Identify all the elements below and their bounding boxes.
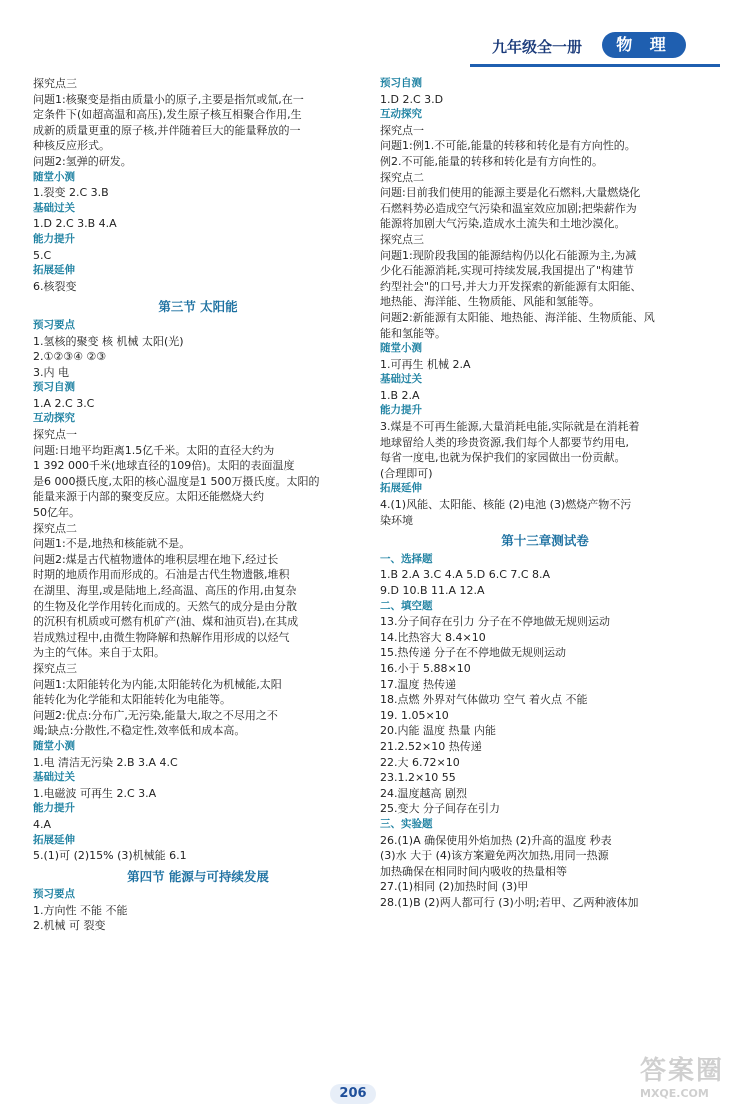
answer-line: 50亿年。 [33,506,80,520]
answer-line: 竭;缺点:分散性,不稳定性,效率低和成本高。 [33,724,246,738]
answer-line: 4.(1)风能、太阳能、核能 (2)电池 (3)燃烧产物不污 [380,498,632,512]
answer-line: 在湖里、海里,或是陆地上,经高温、高压的作用,由复杂 [33,584,297,597]
answer-line: 2.①②③④ ②③ [33,350,107,364]
answer-line: 26.(1)A 确保使用外焰加热 (2)升高的温度 秒表 [380,833,612,847]
answer-line: 13.分子间存在引力 分子在不停地做无规则运动 [380,615,610,629]
answer-line: 25.变大 分子间存在引力 [380,802,500,816]
right-column [380,76,710,910]
answer-line: 种核反应形式。 [33,139,110,153]
answer-line: 的生物及化学作用转化而成的。天然气的成分是由分散 [33,599,297,613]
section-heading: 基础过关 [380,373,422,386]
section-heading: 三、实验题 [380,817,433,830]
answer-line: 能源将加剧大气污染,造成水土流失和土地沙漠化。 [380,217,626,231]
answer-line: 1.氢核的聚变 核 机械 太阳(光) [33,334,184,348]
answer-line: 是6 000摄氏度,太阳的核心温度是1 500万摄氏度。太阳的 [33,474,320,488]
answer-line: 探究点一 [380,123,424,137]
answer-line: 例2.不可能,能量的转移和转化是有方向性的。 [380,154,603,168]
answer-line: 1.可再生 机械 2.A [380,357,471,371]
answer-line: 问题1:例1.不可能,能量的转移和转化是有方向性的。 [380,139,636,153]
section-heading: 互动探究 [380,108,422,121]
answer-line: 1.D 2.C 3.D [380,92,444,106]
answer-line: 能和氢能等。 [380,326,446,340]
section-heading: 一、选择题 [380,552,433,565]
section-heading: 能力提升 [33,232,75,245]
section-heading: 二、填空题 [380,599,433,612]
answer-line: 定条件下(如超高温和高压),发生原子核互相聚合作用,生 [33,108,302,122]
answer-line: 1.电磁波 可再生 2.C 3.A [33,786,157,800]
answer-line: 问题1:不是,地热和核能就不是。 [33,537,191,551]
answer-line: 问题:目前我们使用的能源主要是化石燃料,大量燃烧化 [380,186,641,200]
answer-line: 约型社会"的口号,并大力开发探索的新能源有太阳能、 [380,279,642,293]
answer-line: 能量来源于内部的聚变反应。太阳还能燃烧大约 [33,490,264,504]
answer-line: 问题1:太阳能转化为内能,太阳能转化为机械能,太阳 [33,677,282,691]
answer-line: 1.方向性 不能 不能 [33,903,128,917]
answer-line: 1.A 2.C 3.C [33,396,95,410]
section-heading: 随堂小测 [33,170,75,183]
header-rule [470,64,720,67]
answer-line: 问题2:氢弹的研发。 [33,154,132,168]
answer-line: 问题1:现阶段我国的能源结构仍以化石能源为主,为减 [380,248,637,262]
answer-line: 4.A [33,817,52,831]
section-title: 第四节 能源与可持续发展 [127,868,269,884]
subject-badge: 物 理 [602,32,686,58]
answer-line: 15.热传递 分子在不停地做无规则运动 [380,646,566,660]
answer-line: 染环境 [380,513,413,527]
section-heading: 拓展延伸 [33,264,75,277]
answer-line: 问题1:核聚变是指由质量小的原子,主要是指氘或氚,在一 [33,92,304,106]
answer-line: 加热确保在相同时间内吸收的热量相等 [380,864,567,878]
answer-line: 20.内能 温度 热量 内能 [380,724,496,738]
answer-line: 1.B 2.A 3.C 4.A 5.D 6.C 7.C 8.A [380,568,551,582]
answer-line: 成新的质量更重的原子核,并伴随着巨大的能量释放的一 [33,123,301,137]
answer-line: (合理即可) [380,466,433,480]
answer-line: 探究点三 [33,661,77,675]
answer-line: 3.内 电 [33,365,69,379]
section-heading: 能力提升 [380,404,422,417]
section-heading: 随堂小测 [380,342,422,355]
watermark-logo [640,1050,730,1105]
answer-line: 3.煤是不可再生能源,大量消耗电能,实际就是在消耗着 [380,420,640,434]
section-heading: 预习自测 [380,77,422,89]
answer-line: 地热能、海洋能、生物质能、风能和氢能等。 [380,295,600,309]
answer-line: 19. 1.05×10 [380,708,449,722]
section-heading: 随堂小测 [33,739,75,752]
section-heading: 能力提升 [33,802,75,815]
answer-line: 时期的地质作用而形成的。石油是古代生物遗骸,堆积 [33,568,290,582]
answer-line: 探究点二 [33,521,77,535]
section-heading: 预习要点 [33,888,75,901]
answer-line: 探究点三 [380,232,424,246]
answer-line: 的沉积有机质或可燃有机矿产(油、煤和油页岩),在其成 [33,615,299,629]
grade-label: 九年级全一册 [492,38,583,56]
answer-line: (3)水 大于 (4)该方案避免两次加热,用同一热源 [380,849,609,863]
chapter-title: 第十三章测试卷 [501,533,589,549]
answer-line: 岩成熟过程中,由微生物降解和热解作用形成的以烃气 [33,630,290,644]
answer-line: 探究点一 [33,428,77,442]
answer-line: 少化石能源消耗,实现可持续发展,我国提出了"构建节 [380,264,635,278]
answer-line: 1.D 2.C 3.B 4.A [33,217,117,231]
answer-line: 探究点二 [380,170,424,184]
answer-line: 1.裂变 2.C 3.B [33,186,109,200]
section-heading: 基础过关 [33,771,75,784]
answer-line: 问题2:优点:分布广,无污染,能量大,取之不尽用之不 [33,708,278,722]
answer-line: 石燃料势必造成空气污染和温室效应加剧;把柴薪作为 [380,201,637,215]
left-column [33,76,363,934]
answer-line: 探究点三 [33,77,77,90]
answer-line: 14.比热容大 8.4×10 [380,630,486,644]
answer-line: 为主的气体。来自于太阳。 [33,646,165,660]
section-heading: 预习要点 [33,318,75,331]
answer-line: 1 392 000千米(地球直径的109倍)。太阳的表面温度 [33,459,295,473]
section-heading: 拓展延伸 [380,482,422,495]
answer-line: 28.(1)B (2)两人都可行 (3)小明;若甲、乙两种液体加 [380,895,639,909]
answer-line: 1.B 2.A [380,388,420,402]
answer-line: 能转化为化学能和太阳能转化为电能等。 [33,693,231,707]
answer-line: 16.小于 5.88×10 [380,661,471,675]
answer-line: 24.温度越高 剧烈 [380,786,467,800]
answer-line: 5.(1)可 (2)15% (3)机械能 6.1 [33,849,187,863]
answer-line: 9.D 10.B 11.A 12.A [380,584,485,597]
answer-line: 27.(1)相同 (2)加热时间 (3)甲 [380,880,529,894]
answer-line: 2.机械 可 裂变 [33,919,106,933]
section-heading: 拓展延伸 [33,833,75,846]
section-heading: 预习自测 [33,381,75,394]
watermark-logo-text: 答案圈 [640,1056,725,1086]
section-title: 第三节 太阳能 [158,299,238,315]
page-header [470,30,720,64]
answer-line: 21.2.52×10 热传递 [380,739,482,753]
answer-line: 1.电 清洁无污染 2.B 3.A 4.C [33,755,178,769]
answer-line: 地球留给人类的珍贵资源,我们每个人都要节约用电, [380,435,629,449]
section-heading: 基础过关 [33,201,75,214]
answer-line: 问题2:煤是古代植物遗体的堆积层埋在地下,经过长 [33,552,279,566]
answer-line: 问题:日地平均距离1.5亿千米。太阳的直径大约为 [33,443,275,457]
answer-line: 23.1.2×10 55 [380,771,456,785]
answer-line: 6.核裂变 [33,279,77,293]
section-heading: 互动探究 [33,412,75,425]
answer-line: 22.大 6.72×10 [380,755,460,769]
answer-line: 问题2:新能源有太阳能、地热能、海洋能、生物质能、风 [380,310,655,324]
page-number: 206 [330,1084,376,1104]
answer-line: 5.C [33,248,52,262]
answer-line: 18.点燃 外界对气体做功 空气 着火点 不能 [380,693,588,707]
answer-line: 每省一度电,也就为保护我们的家园做出一份贡献。 [380,451,626,465]
answer-line: 17.温度 热传递 [380,677,456,691]
watermark-url: MXQE.COM [640,1087,709,1100]
